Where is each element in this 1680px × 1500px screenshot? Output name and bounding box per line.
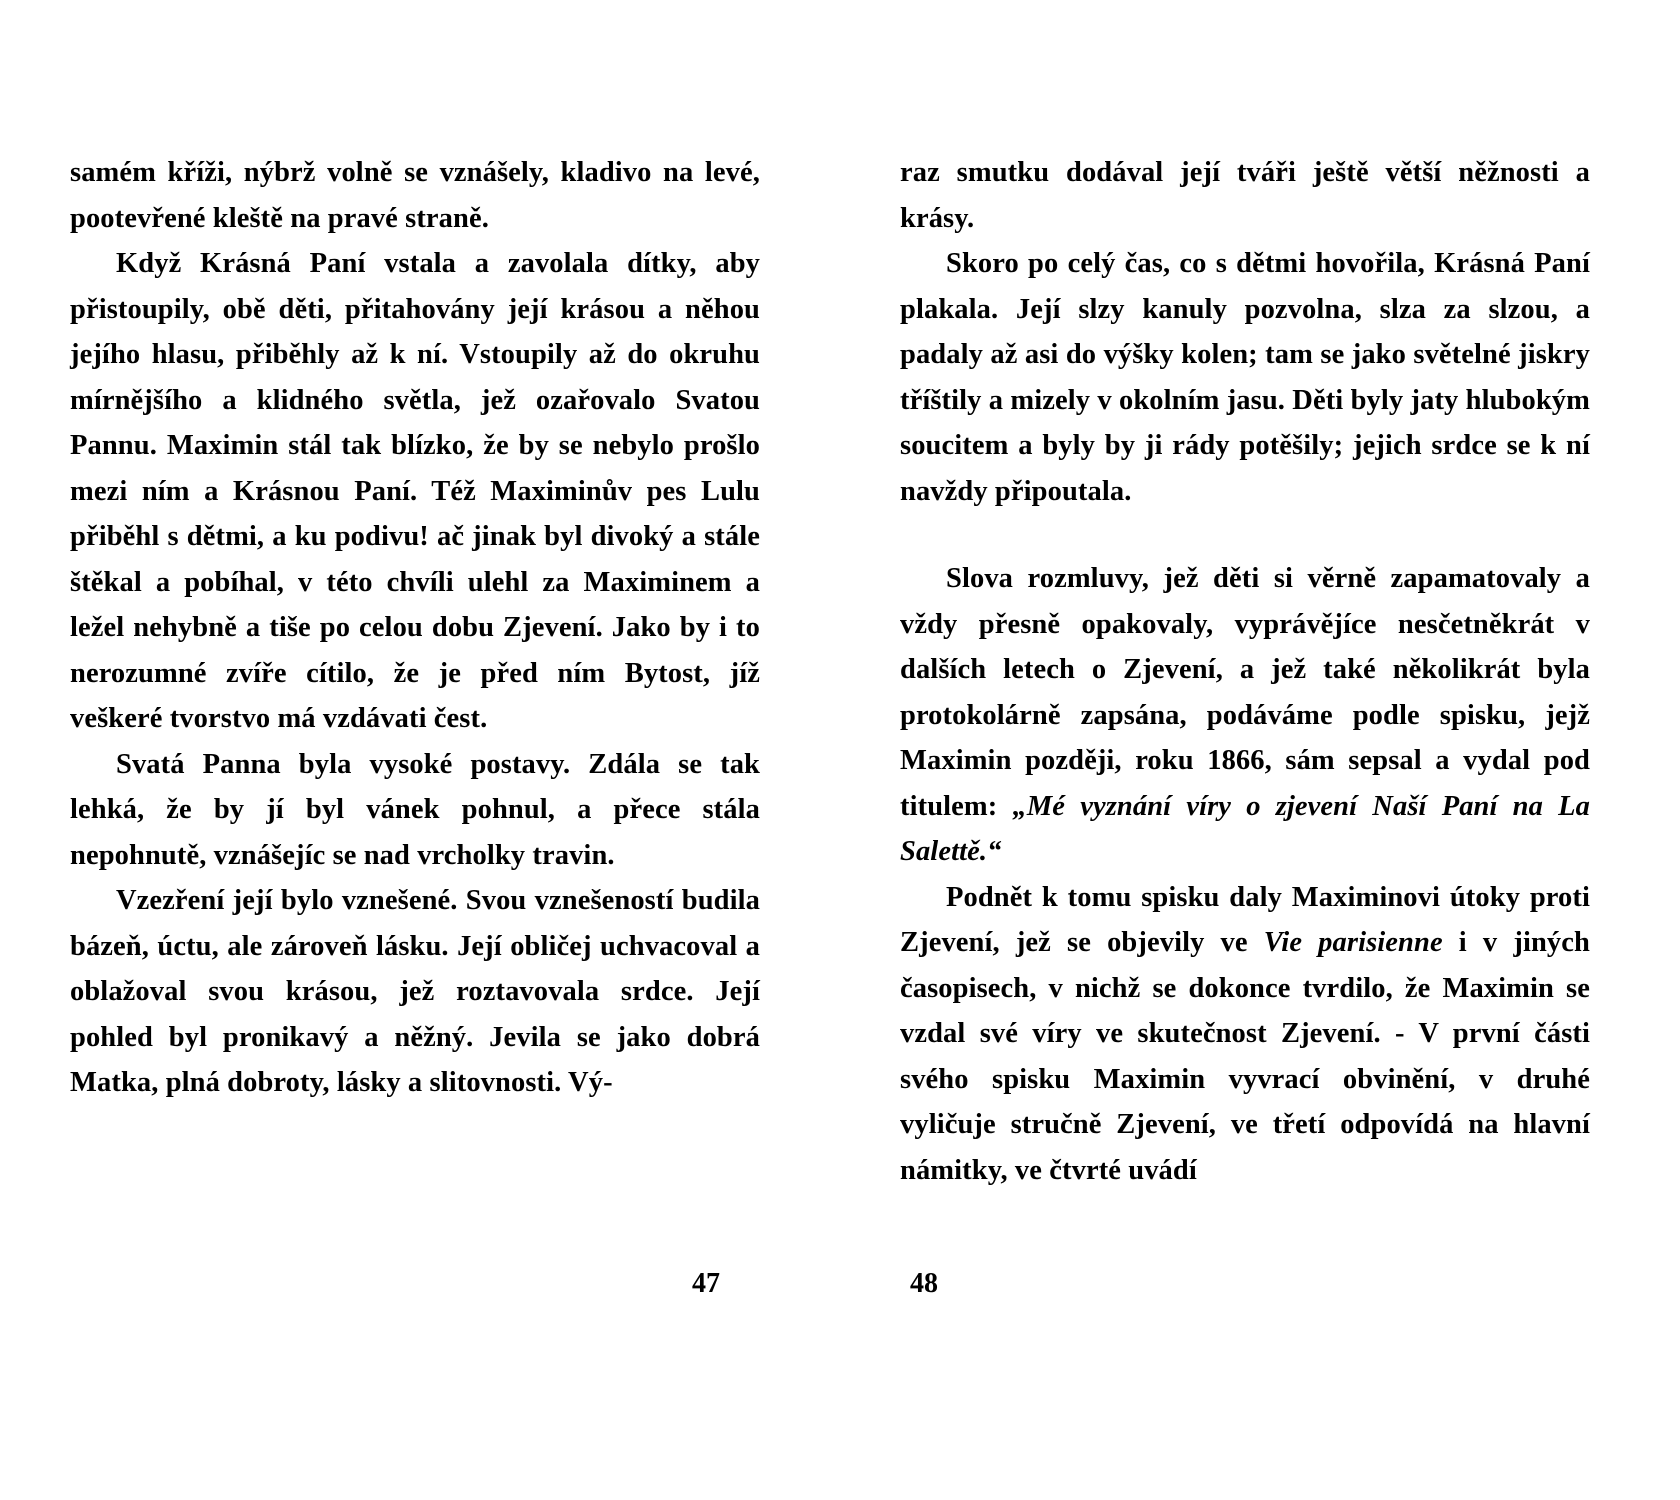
page-left bbox=[70, 150, 760, 1500]
paragraph bbox=[900, 875, 1590, 1194]
paragraph: Vzezření její bylo vznešené. Svou vznešeností budila bázeň, úctu, ale zároveň lásku. Její obličej uchvacoval a oblažoval svou krásou, jež roztavovala srdce. Její pohled byl pronikavý a něžný. Jevila se jako dobrá Matka, plná dobroty, lásky a slitovnosti. Vý- bbox=[70, 885, 760, 1098]
paragraph: Skoro po celý čas, co s dětmi hovořila, Krásná Paní plakala. Její slzy kanuly pozvolna, slza za slzou, a padaly až asi do výšky kolen; tam se jako světelné jiskry tříštily a mizely v okolním jasu. Děti byly jaty hlubokým soucitem a byly by ji rády potěšily; jejich srdce se k ní navždy připoutala. bbox=[900, 248, 1590, 507]
paragraph-spacer bbox=[900, 514, 1590, 556]
page-number-right: 48 bbox=[910, 1268, 938, 1299]
paragraph: samém kříži, nýbrž volně se vznášely, kladivo na levé, pootevřené kleště na pravé straně. bbox=[70, 157, 760, 234]
paragraph-segment: i v jiných časopisech, v nichž se dokonce tvrdilo, že Maximin se vzdal své víry ve skutečnost Zjevení. - V první části svého spisku Maximin vyvrací obvinění, v druhé vyličuje stručně Zjevení, ve třetí odpovídá na hlavní námitky, ve čtvrté uvádí bbox=[900, 927, 1590, 1186]
page-right-text-column bbox=[900, 150, 1590, 1193]
paragraph-segment-italic: „Mé vyznání víry o zjevení Naší Paní na La Salettě.“ bbox=[900, 790, 1591, 867]
paragraph-segment: Slova rozmluvy, jež děti si věrně zapamatovaly a vždy přesně opakovaly, vyprávějíce nesčetněkrát v dalších letech o Zjevení, a jež také několikrát byla protokolárně zapsána, podáváme podle spisku, jejž Maximin později, roku 1866, sám sepsal a vydal pod titulem: bbox=[900, 563, 1590, 822]
paragraph-segment-italic: Vie parisienne bbox=[1263, 927, 1443, 958]
page-right bbox=[900, 150, 1590, 1500]
paragraph-segment: Podnět k tomu spisku daly Maximinovi útoky proti Zjevení, jež se objevily ve bbox=[900, 881, 1590, 958]
paragraph bbox=[900, 556, 1590, 875]
paragraph: Svatá Panna byla vysoké postavy. Zdála se tak lehká, že by jí byl vánek pohnul, a přece stála nepohnutě, vznášejíc se nad vrcholky travin. bbox=[70, 748, 760, 871]
page-number-left: 47 bbox=[692, 1268, 720, 1299]
paragraph: raz smutku dodával její tváři ještě větší něžnosti a krásy. bbox=[900, 157, 1590, 234]
paragraph: Když Krásná Paní vstala a zavolala dítky, aby přistoupily, obě děti, přitahovány její krásou a něhou jejího hlasu, přiběhly až k ní. Vstoupily až do okruhu mírnějšího a klidného světla, jež ozařovalo Svatou Pannu. Maximin stál tak blízko, že by se nebylo prošlo mezi ním a Krásnou Paní. Též Maximinův pes Lulu přiběhl s dětmi, a ku podivu! ač jinak byl divoký a stále štěkal a pobíhal, v této chvíli ulehl za Maximinem a ležel nehybně a tiše po celou dobu Zjevení. Jako by i to nerozumné zvíře cítilo, že je před ním Bytost, jíž veškeré tvorstvo má vzdávati čest. bbox=[70, 248, 760, 734]
page-left-text-column bbox=[70, 150, 760, 1106]
